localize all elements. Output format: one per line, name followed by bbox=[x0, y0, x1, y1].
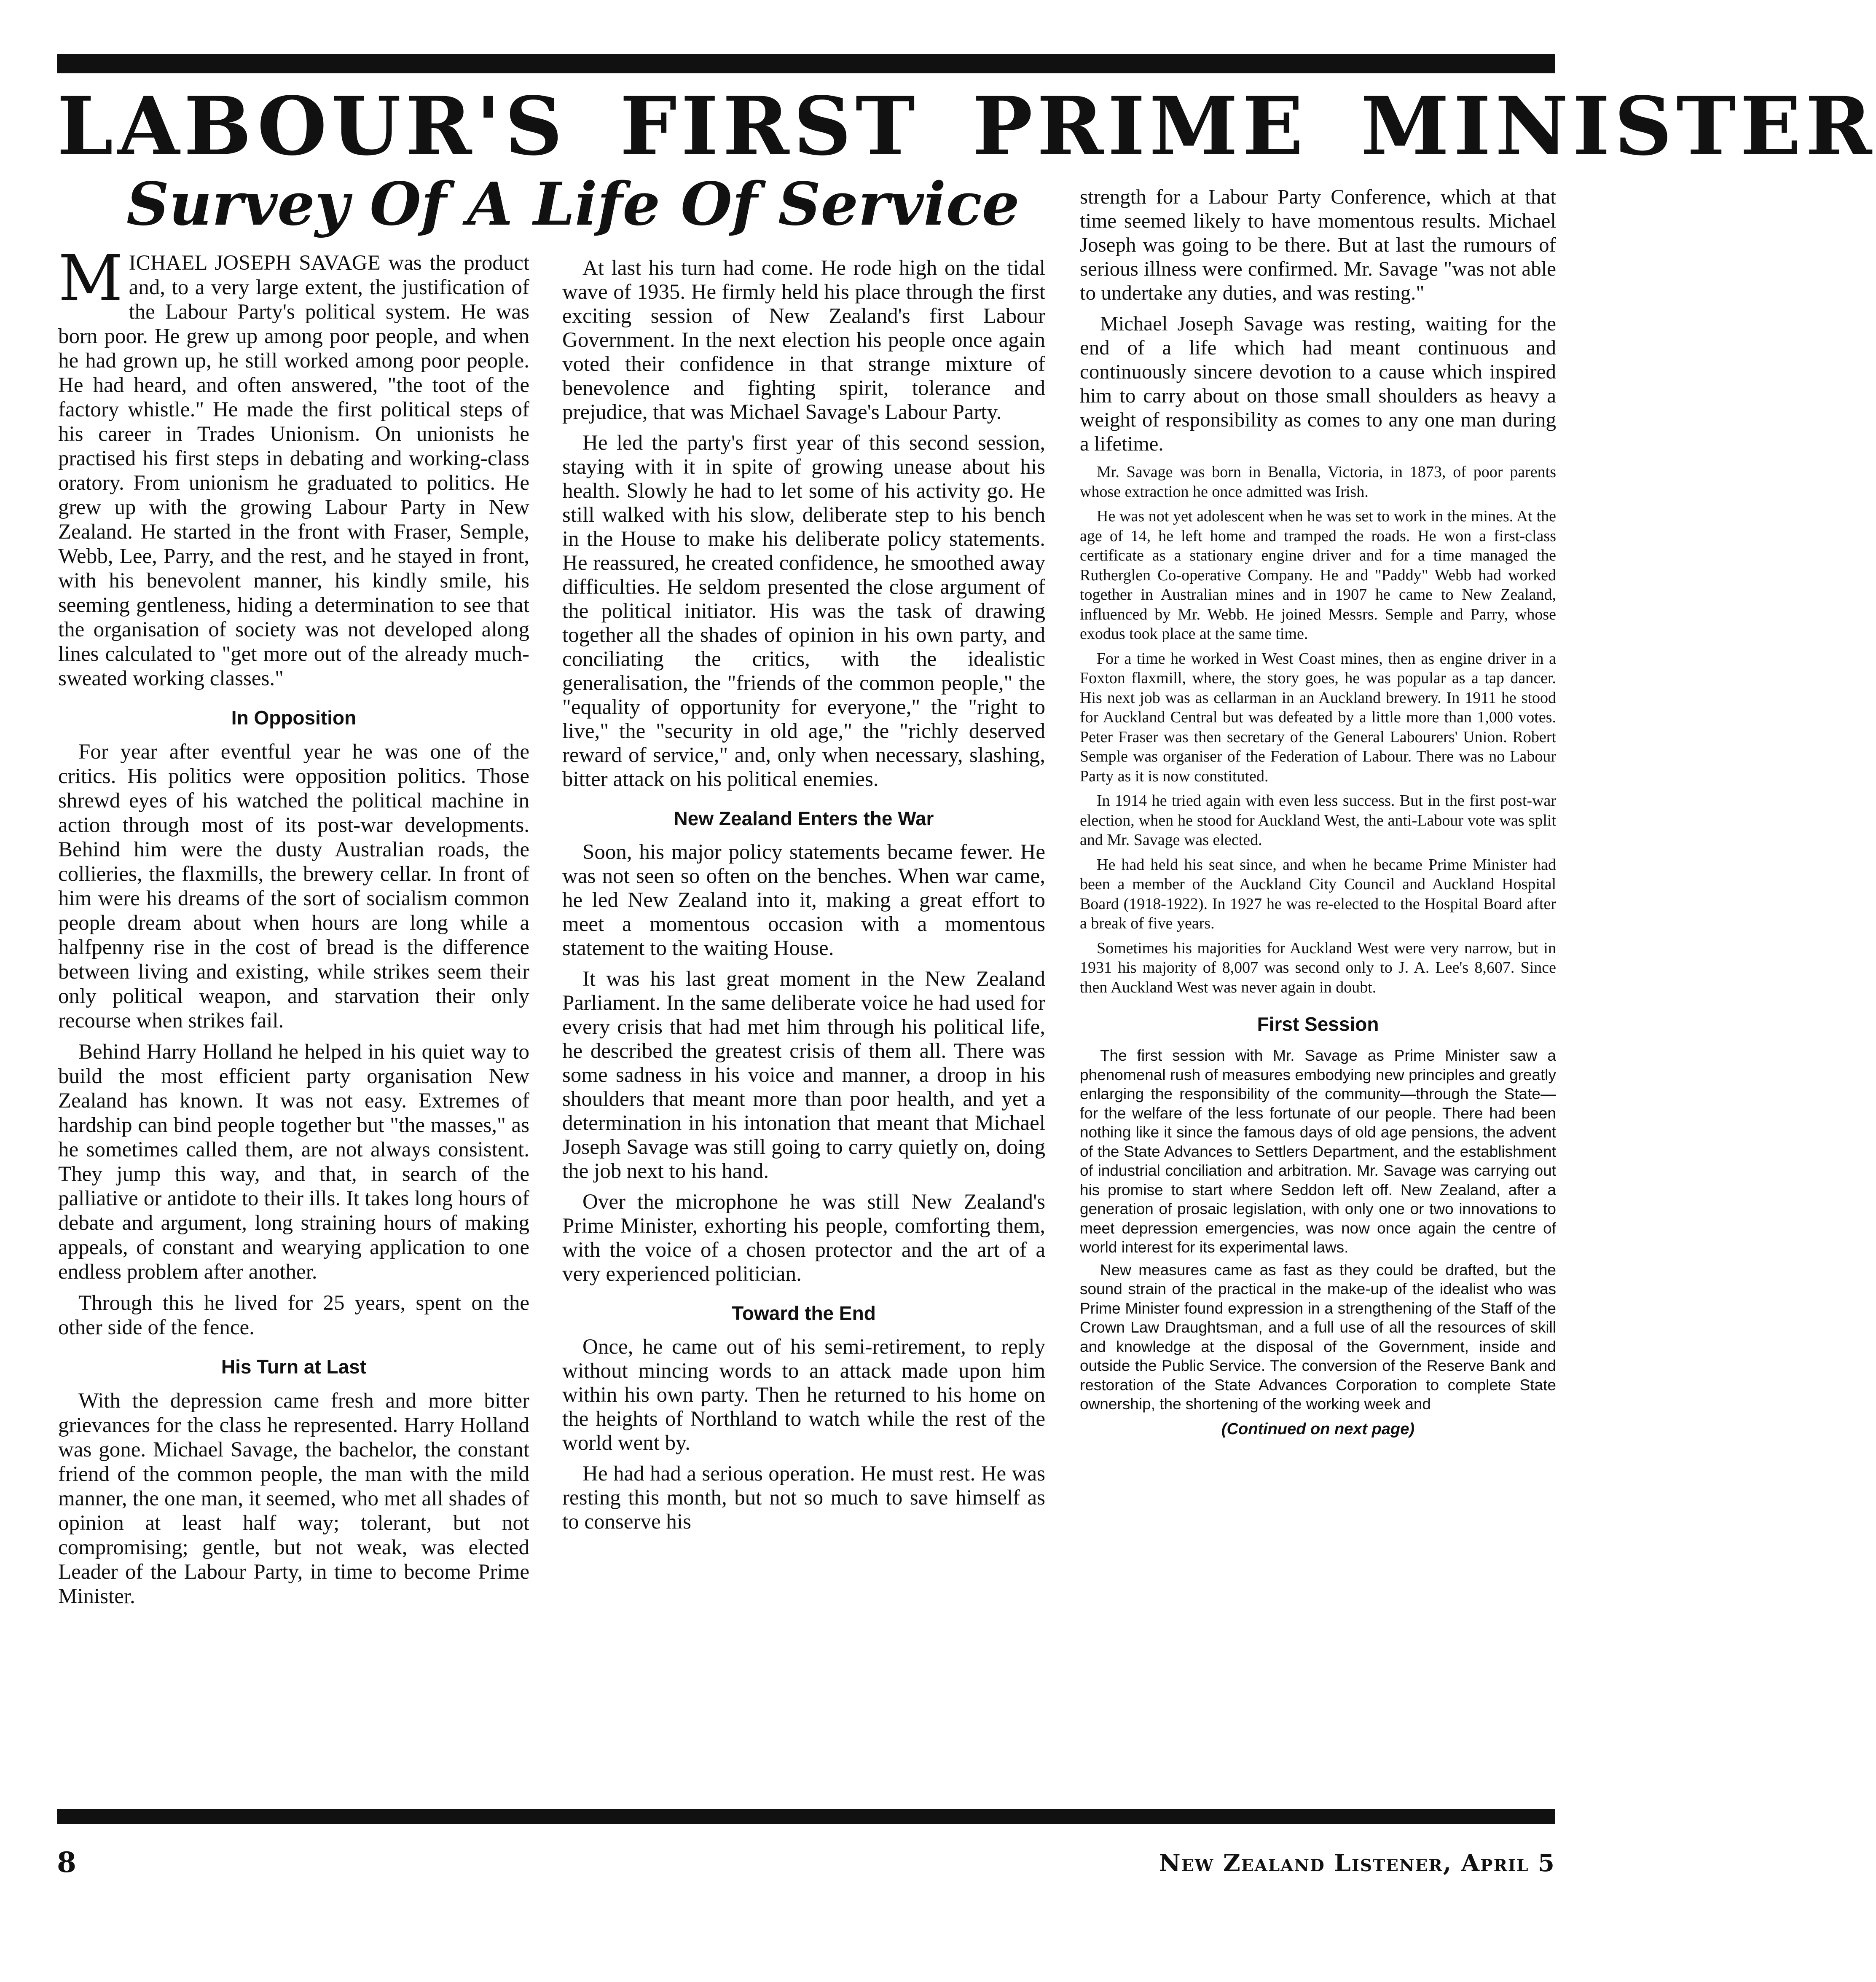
bottom-rule bbox=[57, 1809, 1555, 1824]
paragraph: Once, he came out of his semi-retirement, to reply without mincing words to an attack made upon him within his own party. Then he returned to his home on the heights of Northland to watch while the rest of the world went by. bbox=[562, 1335, 1045, 1455]
intro-paragraph: MICHAEL JOSEPH SAVAGE was the product and, to a very large extent, the justification of the Labour Party's political system. He was born poor. He grew up among poor people, and when he had grown up, he still worked among poor people. He had heard, and often answered, "the toot of the factory whistle." He made the first political steps of his career in Trades Unionism. On unionists he practised his first steps in debating and working-class oratory. From unionism he graduated to politics. He grew up with the growing Labour Party in New Zealand. He started in the front with Fraser, Semple, Webb, Lee, Parry, and the rest, and he stayed in front, with his benevolent manner, his kindly smile, his seeming gentleness, hiding a determination to see that the organisation of society was not developed along lines calculated to "get more out of the already much-sweated working classes." bbox=[58, 242, 529, 690]
paragraph: At last his turn had come. He rode high on the tidal wave of 1935. He firmly held his place through the first exciting session of New Zealand's first Labour Government. In the next election his people once again voted their confidence in that strange mixture of benevolence and fighting spirit, tolerance and prejudice, that was Michael Savage's Labour Party. bbox=[562, 256, 1045, 424]
paragraph: Sometimes his majorities for Auckland West were very narrow, but in 1931 his majority of 8,007 was second only to J. A. Lee's 8,607. Since then Auckland West was never again in doubt. bbox=[1080, 939, 1556, 996]
publication-footer: New Zealand Listener, April 5 bbox=[1159, 1849, 1555, 1877]
paragraph: Over the microphone he was still New Zealand's Prime Minister, exhorting his people, comforting them, with the voice of a chosen protector and the art of a very experienced politician. bbox=[562, 1190, 1045, 1286]
paragraph: He had held his seat since, and when he became Prime Minister had been a member of the Auckland City Council and Auckland Hospital Board (1918-1922). In 1927 he was re-elected to the Hospital Board after a break of five years. bbox=[1080, 856, 1556, 932]
paragraph: It was his last great moment in the New Zealand Parliament. In the same deliberate voice he had used for every crisis that had met him through his political life, he described the greatest crisis of them all. There was some sadness in his voice and manner, a droop in his shoulders that meant more than poor health, and yet a determination in his intonation that meant that Michael Joseph Savage was still going to carry quietly on, doing the job next to his hand. bbox=[562, 967, 1045, 1183]
paragraph: Michael Joseph Savage was resting, waiting for the end of a life which had meant continuous and continuously sincere devotion to a cause which inspired him to carry about on those small shoulders as heavy a weight of responsibility as comes to any one man during a lifetime. bbox=[1080, 312, 1556, 455]
page-number: 8 bbox=[57, 1846, 76, 1879]
paragraph: The first session with Mr. Savage as Prime Minister saw a phenomenal rush of measures embodying new principles and greatly enlarging the responsibility of the community—through the State—for the welfare of the less fortunate of our people. There had been nothing like it since the famous days of old age pensions, the advent of the State Advances to Settlers Department, and the establishment of industrial conciliation and arbitration. Mr. Savage was carrying out his promise to start where Seddon left off. New Zealand, after a generation of prosaic legislation, with only one or two innovations to meet depression emergencies, was now once again the centre of world interest for its experimental laws. bbox=[1080, 1047, 1556, 1256]
first-session-text bbox=[1080, 1046, 1556, 1414]
column-3 bbox=[1080, 185, 1556, 1441]
paragraph: Mr. Savage was born in Benalla, Victoria, in 1873, of poor parents whose extraction he once admitted was Irish. bbox=[1080, 463, 1556, 501]
biography-notes bbox=[1080, 462, 1556, 997]
paragraph: He led the party's first year of this second session, staying with it in spite of growing unease about his health. Slowly he had to let some of his activity go. He still walked with his slow, deliberate step to his bench in the House to make his deliberate policy statements. He reassured, he created confidence, he smoothed away difficulties. He seldom presented the close argument of the political initiator. His was the task of drawing together all the shades of opinion in his own party, and conciliating the critics, with the idealistic generalisation, the "friends of the common people," the "equality of opportunity for everyone," the "right to live," the "security in old age," the "richly deserved reward of service," and, only when necessary, slashing, bitter attack on his political enemies. bbox=[562, 431, 1045, 791]
paragraph: Soon, his major policy statements became fewer. He was not seen so often on the benches. When war came, he led New Zealand into it, making a great effort to meet a momentous occasion with a momentous statement to the waiting House. bbox=[562, 840, 1045, 960]
paragraph: New measures came as fast as they could be drafted, but the sound strain of the practical in the make-up of the idealist who was Prime Minister found expression in a strengthening of the Staff of the Crown Law Draughtsman, and a full use of all the resources of skill and knowledge at the disposal of the Government, inside and outside the Public Service. The conversion of the Reserve Bank and restoration of the State Advances Corporation to complete State ownership, the shortening of the working week and bbox=[1080, 1261, 1556, 1413]
paragraph: He was not yet adolescent when he was set to work in the mines. At the age of 14, he left home and tramped the roads. He won a first-class certificate as a stationary engine driver and for a time managed the Rutherglen Co-operative Company. He and "Paddy" Webb had worked together in Australian mines and in 1907 he came to New Zealand, influenced by Mr. Webb. He joined Messrs. Semple and Parry, whose exodus took place at the same time. bbox=[1080, 507, 1556, 643]
section-heading-new-zealand-enters-the-war: New Zealand Enters the War bbox=[674, 807, 934, 829]
paragraph: Behind Harry Holland he helped in his quiet way to build the most efficient party organisation New Zealand has known. It was not easy. Extremes of hardship can bind people together but "the masses," as he sometimes called them, are not always consistent. They jump this way, and that, in search of the palliative or antidote to their ills. It takes long hours of debate and argument, long straining hours of making appeals, of constant and wearying application to one endless problem after another. bbox=[58, 1040, 529, 1284]
section-heading-his-turn-at-last: His Turn at Last bbox=[221, 1356, 367, 1378]
paragraph: He had had a serious operation. He must rest. He was resting this month, but not so much to save himself as to conserve his bbox=[562, 1462, 1045, 1534]
paragraph: With the depression came fresh and more bitter grievances for the class he represented. Harry Holland was gone. Michael Savage, the bachelor, the constant friend of the common people, the man with the mild manner, the one man, it seemed, who met all shades of opinion at least half way; tolerant, but not compromising; gentle, but not weak, was elected Leader of the Labour Party, in time to become Prime Minister. bbox=[58, 1389, 529, 1608]
paragraph: In 1914 he tried again with even less success. But in the first post-war election, when he stood for Auckland West, the anti-Labour vote was split and Mr. Savage was elected. bbox=[1080, 792, 1556, 849]
top-rule bbox=[57, 54, 1555, 73]
drop-cap: M bbox=[58, 242, 123, 315]
paragraph: strength for a Labour Party Conference, which at that time seemed likely to have momentous results. Michael Joseph was going to be there. But at last the rumours of serious illness were confirmed. Mr. Savage "was not able to undertake any duties, and was resting." bbox=[1080, 185, 1556, 304]
section-heading-first-session: First Session bbox=[1257, 1013, 1379, 1035]
continued-note: (Continued on next page) bbox=[1221, 1420, 1415, 1438]
column-2 bbox=[562, 256, 1045, 1541]
column-1 bbox=[58, 242, 529, 1615]
subheadline: Survey Of A Life Of Service bbox=[126, 170, 1020, 239]
section-heading-in-opposition: In Opposition bbox=[231, 707, 357, 729]
section-heading-toward-the-end: Toward the End bbox=[732, 1302, 876, 1324]
paragraph: For year after eventful year he was one of the critics. His politics were opposition politics. Those shrewd eyes of his watched the political machine in action through most of its post-war developments. Behind him were the dusty Australian roads, the collieries, the flaxmills, the brewery cellar. In front of him were his dreams of the sort of socialism common people dream about when hours are long while a halfpenny rise in the cost of bread is the difference between living and existing, while strikes seem their only political weapon, and starvation their only recourse when strikes fail. bbox=[58, 740, 529, 1033]
paragraph: Through this he lived for 25 years, spent on the other side of the fence. bbox=[58, 1291, 529, 1339]
paragraph: For a time he worked in West Coast mines, then as engine driver in a Foxton flaxmill, where, the story goes, he was popular as a tap dancer. His next job was as cellarman in an Auckland brewery. In 1911 he stood for Auckland Central but was defeated by a little more than 1,000 votes. Peter Fraser was then secretary of the General Labourers' Union. Robert Semple was organiser of the Federation of Labour. There was no Labour Party as it is now constituted. bbox=[1080, 649, 1556, 785]
headline: LABOUR'S FIRST PRIME MINISTER bbox=[57, 79, 1876, 173]
